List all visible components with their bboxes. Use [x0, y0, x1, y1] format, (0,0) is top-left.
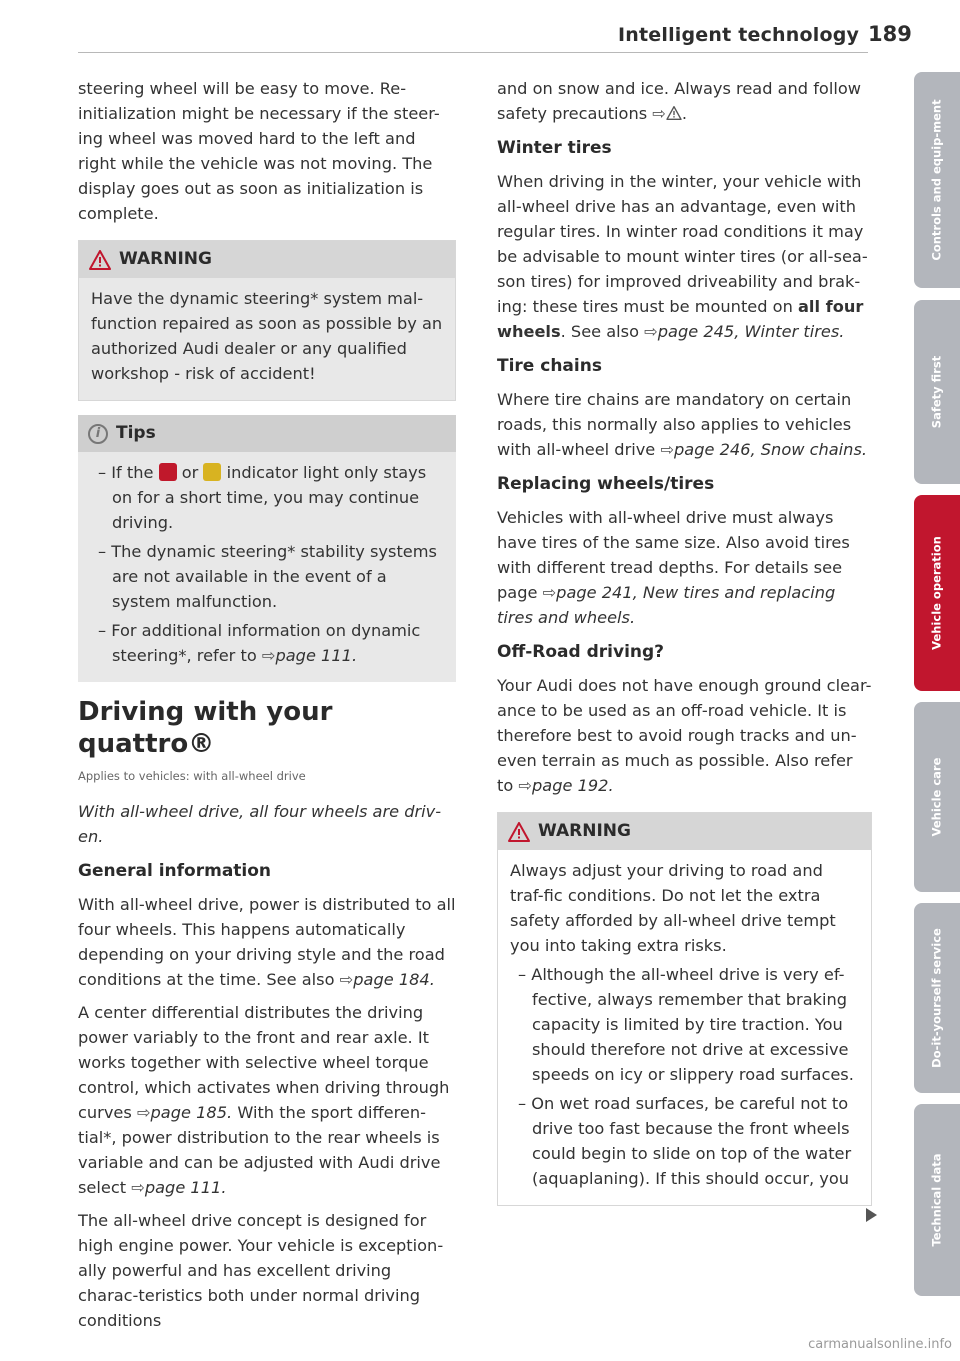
arrow-right-icon: ⇨: [644, 322, 658, 341]
tab-label: Safety first: [929, 355, 944, 429]
tab-do-it-yourself-service[interactable]: [914, 903, 960, 1093]
intro-paragraph: steering wheel will be easy to move. Re-initialization might be necessary if the steer-ing wheel was moved hard to the left and right while the vehicle was not moving. The display goes out as soon as initialization is complete.: [78, 79, 440, 223]
winter-tires-paragraph: When driving in the winter, your vehicle with all-wheel drive has an advantage, even with regular tires. In winter road conditions it may be advisable to mount winter tires (or all-sea-son tires) for improved driveability and brak-ing: these tires must be mounted on all four wheels. See also ⇨page 245, Winter tires.: [497, 172, 868, 341]
off-road-paragraph: Your Audi does not have enough ground clear-ance to be used as an off-road vehicle. It is therefore best to avoid rough tracks and un-even terrain as much as possible. Also refer to ⇨page 192.: [497, 676, 872, 795]
tips-header: [78, 415, 456, 452]
warning-text-2: Always adjust your driving to road and traf-fic conditions. Do not let the extra safety afforded by all-wheel drive tempt you into taking extra risks.: [510, 861, 836, 955]
tips-item-3-text: – For additional information on dynamic steering*, refer to: [98, 621, 421, 665]
arrow-right-icon: ⇨: [542, 583, 557, 602]
arrow-right-icon: ⇨: [136, 1103, 151, 1122]
warning-body-2: [498, 850, 871, 1205]
page-192-link[interactable]: ⇨page 192.: [518, 776, 614, 795]
replacing-wheels-heading: Replacing wheels/tires: [497, 474, 715, 494]
page-111-link[interactable]: ⇨page 111.: [131, 1178, 227, 1197]
info-icon: i: [88, 424, 108, 444]
tips-item-2: – The dynamic steering* stability systems are not available in the event of a system malfunction.: [98, 542, 437, 611]
tips-item-1-start: – If the: [98, 463, 154, 482]
tab-safety-first[interactable]: [914, 300, 960, 484]
tips-label: Tips: [116, 423, 156, 443]
arrow-right-icon: ⇨: [339, 970, 354, 989]
tab-label: Vehicle operation: [929, 536, 944, 650]
tips-item-3: [90, 618, 446, 668]
header-title: Intelligent technology: [618, 24, 860, 46]
page-245-link[interactable]: ⇨page 245, Winter tires.: [644, 322, 845, 341]
general-paragraph-2: A center differential distributes the driving power variably to the front and rear axle. It works together with selective wheel torque control, which activates when driving through curves ⇨page 185. With the sport differen-tial*, power distribution to the rear wheels is variable and can be adjusted with Audi drive select ⇨page 111.: [78, 1003, 450, 1197]
warning-body: [79, 278, 455, 400]
warning-label: WARNING: [119, 249, 212, 269]
page-185-link[interactable]: ⇨page 185.: [136, 1103, 233, 1122]
warning-item-1: – Although the all-wheel drive is very ef-fective, always remember that braking capacity is limited by tire traction. You should therefore not drive at excessive speeds on icy or slippery road surfaces.: [518, 965, 854, 1084]
lead-paragraph: With all-wheel drive, all four wheels are driv-en.: [78, 802, 442, 846]
tips-item-1: [90, 460, 446, 535]
arrow-right-icon: ⇨: [660, 440, 675, 459]
arrow-right-icon: ⇨: [261, 646, 276, 665]
header-rule: [78, 52, 868, 53]
right-column: [497, 76, 872, 1220]
warning-icon: [89, 250, 111, 270]
tab-controls-and-equipment[interactable]: [914, 72, 960, 288]
warning-header: [79, 241, 455, 278]
general-paragraph-1: With all-wheel drive, power is distributed to all four wheels. This happens automatically depending on your driving style and the road conditions at the time. See also ⇨page 184.: [78, 895, 456, 989]
watermark: carmanualsonline.info: [808, 1337, 952, 1352]
warning-box-2: [497, 812, 872, 1206]
tab-vehicle-operation[interactable]: [914, 495, 960, 691]
arrow-right-icon: ⇨: [652, 104, 666, 123]
tips-body: [78, 452, 456, 682]
applies-to: Applies to vehicles: with all-wheel drive: [78, 769, 306, 783]
tips-item-1-end: indicator light only stays on for a short time, you may continue driving.: [112, 463, 427, 532]
warning-icon: [508, 822, 530, 842]
tab-technical-data[interactable]: [914, 1104, 960, 1296]
tips-box: [78, 415, 456, 682]
warning-header-2: [498, 813, 871, 850]
tips-item-1-or: or: [181, 463, 199, 482]
page-246-link[interactable]: ⇨page 246, Snow chains.: [660, 440, 868, 459]
tab-label: Controls and equip-ment: [929, 99, 944, 261]
off-road-heading: Off-Road driving?: [497, 642, 665, 662]
tab-label: Do-it-yourself service: [929, 928, 944, 1068]
warning-text: Have the dynamic steering* system mal-function repaired as soon as possible by an authorized Audi dealer or any qualified workshop - risk of accident!: [91, 289, 443, 383]
all-four-wheels-emphasis: all four wheels: [497, 297, 864, 341]
page-184-link[interactable]: ⇨page 184.: [339, 970, 435, 989]
page-241-link[interactable]: ⇨page 241, New tires and replacing tires and wheels.: [497, 583, 836, 627]
arrow-right-icon: ⇨: [131, 1178, 145, 1197]
steering-red-indicator-icon: [159, 463, 177, 481]
steering-yellow-indicator-icon: [203, 463, 221, 481]
replacing-wheels-paragraph: Vehicles with all-wheel drive must always have tires of the same size. Also avoid tires with different tread depths. For details see page ⇨page 241, New tires and replacing tires and wheels.: [497, 508, 850, 627]
tire-chains-heading: Tire chains: [497, 356, 602, 376]
warning-box: [78, 240, 456, 401]
general-paragraph-3: The all-wheel drive concept is designed for high engine power. Your vehicle is exception-ally powerful and has excellent driving charac-teristics both under normal driving conditions: [78, 1211, 444, 1330]
tab-label: Technical data: [929, 1153, 944, 1247]
page-number: 189: [868, 22, 912, 46]
winter-tires-heading: Winter tires: [497, 138, 612, 158]
continue-arrow-icon: [866, 1208, 877, 1222]
continued-paragraph: and on snow and ice. Always read and follow safety precautions ⇨ .: [497, 79, 861, 123]
page-111-link[interactable]: ⇨page 111.: [261, 646, 358, 665]
tab-vehicle-care[interactable]: [914, 702, 960, 892]
general-info-heading: General information: [78, 861, 272, 881]
tab-label: Vehicle care: [929, 757, 944, 837]
warning-ref-icon[interactable]: [666, 106, 682, 120]
left-column: [78, 76, 456, 1341]
tire-chains-paragraph: Where tire chains are mandatory on certain roads, this normally also applies to vehicles with all-wheel drive ⇨page 246, Snow chains.: [497, 390, 868, 459]
arrow-right-icon: ⇨: [518, 776, 532, 795]
section-title: Driving with your quattro®: [78, 697, 333, 759]
warning-item-2: – On wet road surfaces, be careful not to drive too fast because the front wheels could begin to slide on top of the water (aquaplaning). If this should occur, you: [518, 1094, 852, 1188]
warning-label-2: WARNING: [538, 821, 631, 841]
